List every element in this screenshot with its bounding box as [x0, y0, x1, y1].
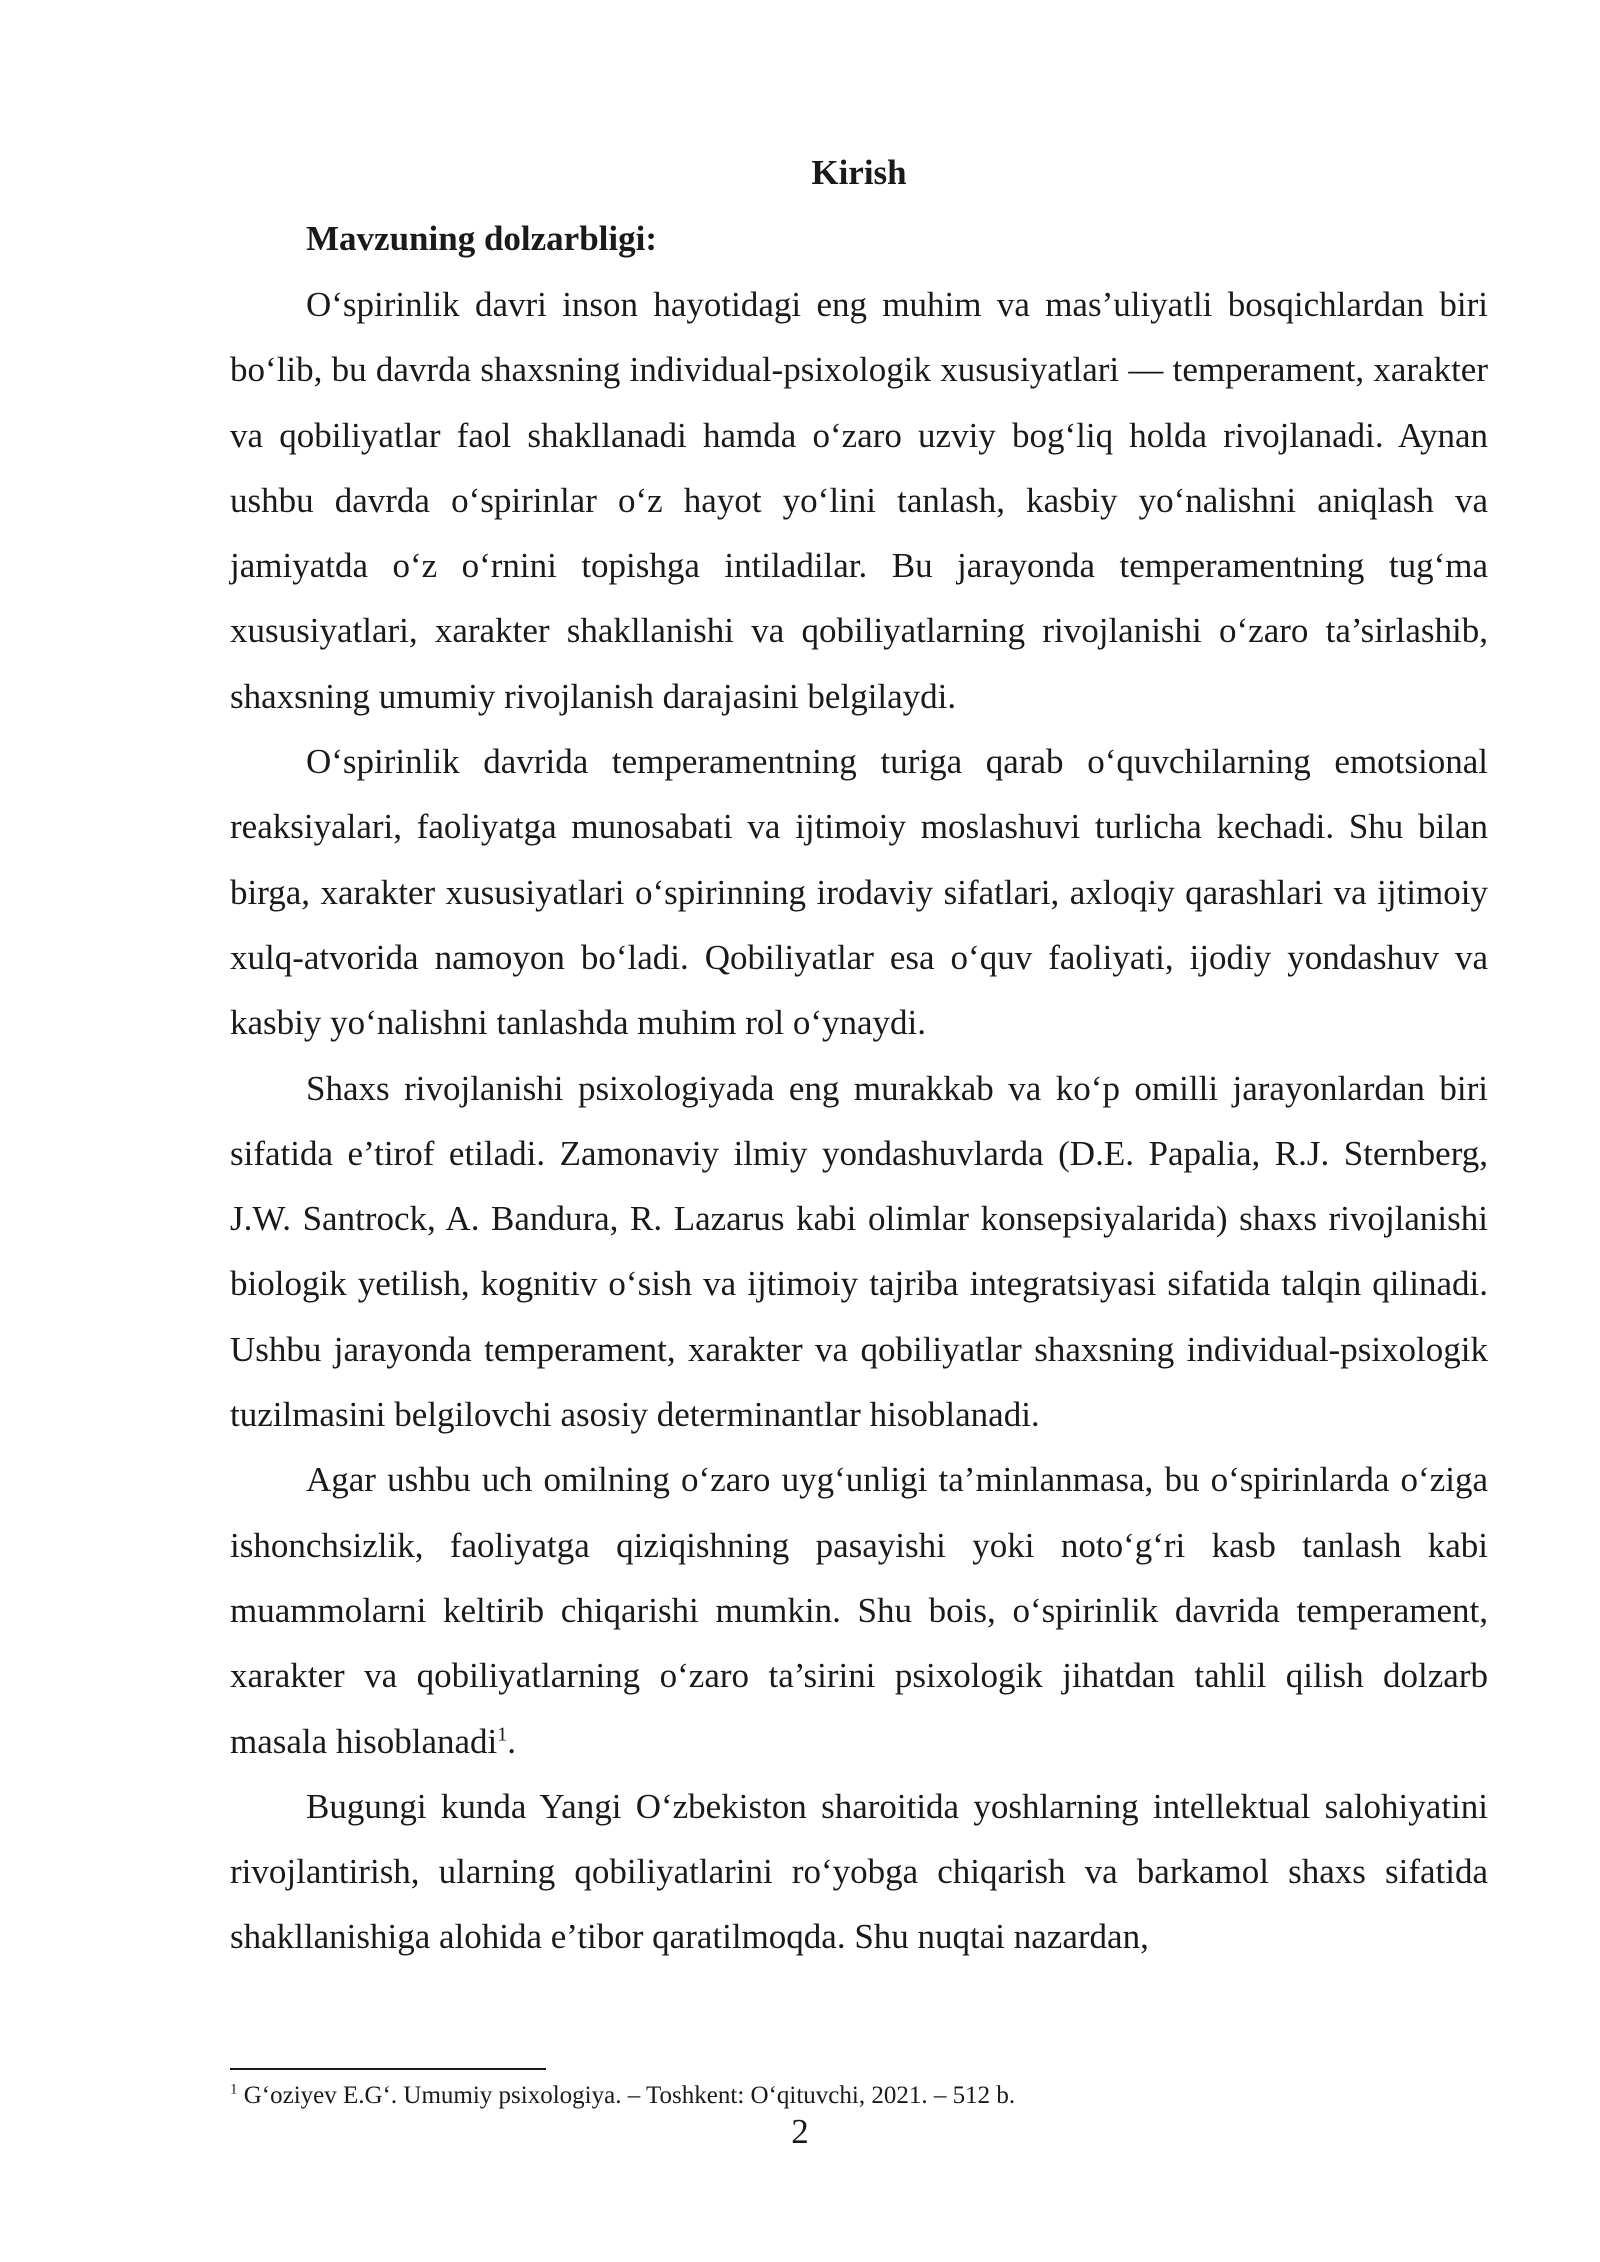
document-body: [230, 140, 1488, 1970]
paragraph-3: Shaxs rivojlanishi psixologiyada eng murakkab va ko‘p omilli jarayonlardan biri sifatida e’tirof etiladi. Zamonaviy ilmiy yondashuvlarda (D.E. Papalia, R.J. Sternberg, J.W. Santrock, A. Bandura, R. Lazarus kabi olimlar konsepsiyalarida) shaxs rivojlanishi biologik yetilish, kognitiv o‘sish va ijtimoiy tajriba integratsiyasi sifatida talqin qilinadi. Ushbu jarayonda temperament, xarakter va qobiliyatlar shaxsning individual-psixologik tuzilmasini belgilovchi asosiy determinantlar hisoblanadi.: [230, 1068, 1488, 1435]
footnote-reference[interactable]: 1: [497, 1722, 508, 1745]
paragraph-4: [230, 1447, 1488, 1773]
footnote-text: G‘oziyev E.G‘. Umumiy psixologiya. – Toshkent: O‘qituvchi, 2021. – 512 b.: [237, 2082, 1016, 2109]
paragraph-4-ending: .: [507, 1721, 517, 1761]
footnote-separator: [230, 2068, 546, 2070]
footnote: [230, 2080, 1488, 2112]
page-number: 2: [791, 2112, 809, 2151]
page-title: Kirish: [811, 153, 907, 192]
paragraph-2: O‘spirinlik davrida temperamentning turiga qarab o‘quvchilarning emotsional reaksiyalari, faoliyatga munosabati va ijtimoiy moslashuvi turlicha kechadi. Shu bilan birga, xarakter xususiyatlari o‘spirinning irodaviy sifatlari, axloqiy qarashlari va ijtimoiy xulq-atvorida namoyon bo‘ladi. Qobiliyatlar esa o‘quv faoliyati, ijodiy yondashuv va kasbiy yo‘nalishni tanlashda muhim rol o‘ynaydi.: [230, 742, 1488, 1043]
paragraph-5: Bugungi kunda Yangi O‘zbekiston sharoitida yoshlarning intellektual salohiyatini rivojlantirish, ularning qobiliyatlarini ro‘yobga chiqarish va barkamol shaxs sifatida shakllanishiga alohida e’tibor qaratilmoqda. Shu nuqtai nazardan,: [230, 1786, 1488, 1957]
paragraph-1: O‘spirinlik davri inson hayotidagi eng muhim va mas’uliyatli bosqichlardan biri bo‘lib, bu davrda shaxsning individual-psixologik xususiyatlari — temperament, xarakter va qobiliyatlar faol shakllanadi hamda o‘zaro uzviy bog‘liq holda rivojlanadi. Aynan ushbu davrda o‘spirinlar o‘z hayot yo‘lini tanlash, kasbiy yo‘nalishni aniqlash va jamiyatda o‘z o‘rnini topishga intiladilar. Bu jarayonda temperamentning tug‘ma xususiyatlari, xarakter shakllanishi va qobiliyatlarning rivojlanishi o‘zaro ta’sirlashib, shaxsning umumiy rivojlanish darajasini belgilaydi.: [230, 285, 1488, 716]
footnote-number: 1: [230, 2081, 238, 2098]
paragraph-4-text: Agar ushbu uch omilning o‘zaro uyg‘unligi ta’minlanmasa, bu o‘spirinlarda o‘ziga ishonchsizlik, faoliyatga qiziqishning pasayishi yoki noto‘g‘ri kasb tanlash kabi muammolarni keltirib chiqarishi mumkin. Shu bois, o‘spirinlik davrida temperament, xarakter va qobiliyatlarning o‘zaro ta’sirini psixologik jihatdan tahlil qilish dolzarb masala hisoblanadi: [230, 1460, 1488, 1761]
section-heading: Mavzuning dolzarbligi:: [306, 219, 657, 258]
